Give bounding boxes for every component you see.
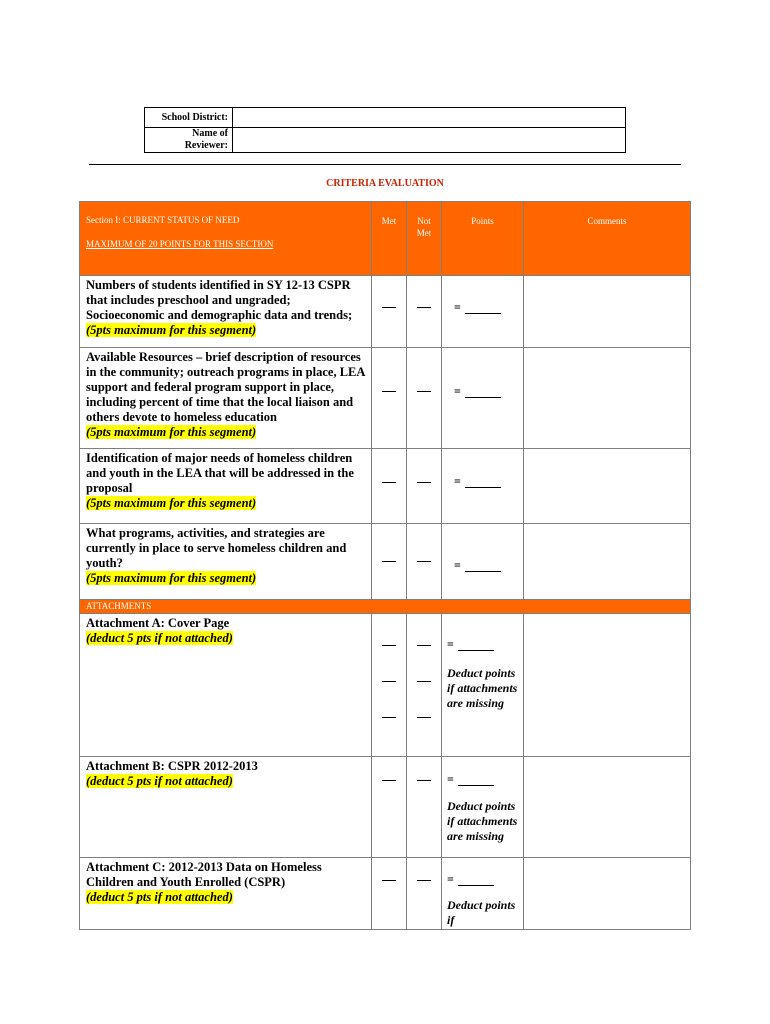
not-met-blank[interactable] bbox=[417, 482, 431, 483]
max-points-note: MAXIMUM OF 20 POINTS FOR THIS SECTION bbox=[86, 239, 274, 249]
met-cell[interactable] bbox=[372, 348, 407, 449]
attachment-row bbox=[80, 614, 691, 757]
met-blank[interactable] bbox=[382, 561, 396, 562]
attachment-title: Attachment B: CSPR 2012-2013 bbox=[86, 759, 258, 773]
not-met-cell[interactable] bbox=[407, 348, 442, 449]
section-header-cell bbox=[80, 202, 372, 276]
met-cell[interactable] bbox=[372, 524, 407, 600]
met-blank[interactable] bbox=[382, 482, 396, 483]
points-cell[interactable]: = bbox=[442, 449, 524, 524]
attachment-note: (deduct 5 pts if not attached) bbox=[86, 631, 233, 645]
comments-header: Comments bbox=[524, 202, 691, 276]
criterion-row bbox=[80, 524, 691, 600]
section-title: Section I: CURRENT STATUS OF NEED bbox=[86, 215, 240, 225]
met-cell[interactable] bbox=[372, 757, 407, 858]
points-cell[interactable]: = bbox=[442, 524, 524, 600]
criterion-text: Available Resources – brief description of resources in the community; outreach programs in place, LEA support and federal program support in place, including percent of time that the local liaison and others devote to homeless education bbox=[86, 350, 365, 424]
not-met-blank[interactable] bbox=[417, 780, 431, 781]
points-blank[interactable] bbox=[458, 650, 494, 651]
reviewer-label: Name of Reviewer: bbox=[145, 128, 233, 153]
school-district-field[interactable] bbox=[233, 108, 626, 128]
table-header-row bbox=[80, 202, 691, 276]
criterion-row bbox=[80, 348, 691, 449]
school-district-label: School District: bbox=[145, 108, 233, 128]
not-met-blank[interactable] bbox=[417, 561, 431, 562]
attachment-row bbox=[80, 757, 691, 858]
met-blank[interactable] bbox=[382, 681, 396, 682]
criterion-note: (5pts maximum for this segment) bbox=[86, 571, 257, 585]
points-blank[interactable] bbox=[465, 313, 501, 314]
comments-cell[interactable] bbox=[524, 757, 691, 858]
not-met-blank[interactable] bbox=[417, 880, 431, 881]
deduct-note: Deduct points if attachments are missing bbox=[447, 666, 518, 710]
attachment-row bbox=[80, 858, 691, 930]
criterion-text: Identification of major needs of homeless children and youth in the LEA that will be addressed in the proposal bbox=[86, 451, 354, 495]
points-header: Points bbox=[442, 202, 524, 276]
not-met-cell[interactable] bbox=[407, 858, 442, 930]
criterion-note: (5pts maximum for this segment) bbox=[86, 323, 257, 337]
criterion-note: (5pts maximum for this segment) bbox=[86, 496, 257, 510]
not-met-blank[interactable] bbox=[417, 645, 431, 646]
met-blank[interactable] bbox=[382, 307, 396, 308]
attachment-note: (deduct 5 pts if not attached) bbox=[86, 890, 233, 904]
not-met-blank[interactable] bbox=[417, 307, 431, 308]
header-info-table bbox=[144, 107, 626, 153]
not-met-cell[interactable] bbox=[407, 757, 442, 858]
not-met-header: Not Met bbox=[407, 202, 442, 276]
criterion-cell bbox=[80, 348, 372, 449]
not-met-blank[interactable] bbox=[417, 717, 431, 718]
attachment-cell bbox=[80, 757, 372, 858]
not-met-cell[interactable] bbox=[407, 449, 442, 524]
criterion-cell bbox=[80, 276, 372, 348]
points-blank[interactable] bbox=[465, 397, 501, 398]
points-cell[interactable]: = Deduct points if attachments are missing bbox=[442, 614, 524, 757]
points-cell[interactable]: = bbox=[442, 348, 524, 449]
met-blank[interactable] bbox=[382, 880, 396, 881]
comments-cell[interactable] bbox=[524, 614, 691, 757]
met-blank[interactable] bbox=[382, 391, 396, 392]
points-cell[interactable]: = Deduct points if attachments are missing bbox=[442, 757, 524, 858]
criterion-cell bbox=[80, 524, 372, 600]
met-cell[interactable] bbox=[372, 614, 407, 757]
met-cell[interactable] bbox=[372, 858, 407, 930]
not-met-blank[interactable] bbox=[417, 681, 431, 682]
met-blank[interactable] bbox=[382, 645, 396, 646]
not-met-cell[interactable] bbox=[407, 614, 442, 757]
points-blank[interactable] bbox=[465, 487, 501, 488]
criteria-table bbox=[79, 201, 691, 930]
attachment-note: (deduct 5 pts if not attached) bbox=[86, 774, 233, 788]
attachment-cell bbox=[80, 858, 372, 930]
met-blank[interactable] bbox=[382, 780, 396, 781]
reviewer-field[interactable] bbox=[233, 128, 626, 153]
met-cell[interactable] bbox=[372, 276, 407, 348]
deduct-note: Deduct points if attachments are missing bbox=[447, 799, 518, 843]
comments-cell[interactable] bbox=[524, 449, 691, 524]
comments-cell[interactable] bbox=[524, 524, 691, 600]
criterion-text: What programs, activities, and strategies are currently in place to serve homeless children and youth? bbox=[86, 526, 347, 570]
points-cell[interactable]: = Deduct points if bbox=[442, 858, 524, 930]
attachment-title: Attachment C: 2012-2013 Data on Homeless Children and Youth Enrolled (CSPR) bbox=[86, 860, 322, 889]
comments-cell[interactable] bbox=[524, 858, 691, 930]
criterion-row bbox=[80, 449, 691, 524]
criterion-note: (5pts maximum for this segment) bbox=[86, 425, 257, 439]
not-met-cell[interactable] bbox=[407, 276, 442, 348]
attachment-title: Attachment A: Cover Page bbox=[86, 616, 230, 630]
met-blank[interactable] bbox=[382, 717, 396, 718]
deduct-note: Deduct points if bbox=[447, 898, 516, 927]
attachments-label: ATTACHMENTS bbox=[80, 600, 691, 614]
points-blank[interactable] bbox=[458, 785, 494, 786]
points-blank[interactable] bbox=[458, 885, 494, 886]
criteria-title: CRITERIA EVALUATION bbox=[326, 178, 444, 189]
met-cell[interactable] bbox=[372, 449, 407, 524]
comments-cell[interactable] bbox=[524, 276, 691, 348]
criterion-text: Numbers of students identified in SY 12-13 CSPR that includes preschool and ungraded; Socioeconomic and demographic data and trends; bbox=[86, 278, 353, 322]
attachments-row bbox=[80, 600, 691, 614]
not-met-cell[interactable] bbox=[407, 524, 442, 600]
comments-cell[interactable] bbox=[524, 348, 691, 449]
divider bbox=[89, 164, 681, 165]
points-blank[interactable] bbox=[465, 571, 501, 572]
not-met-blank[interactable] bbox=[417, 391, 431, 392]
criterion-cell bbox=[80, 449, 372, 524]
points-cell[interactable]: = bbox=[442, 276, 524, 348]
attachment-cell bbox=[80, 614, 372, 757]
criterion-row bbox=[80, 276, 691, 348]
met-header: Met bbox=[372, 202, 407, 276]
